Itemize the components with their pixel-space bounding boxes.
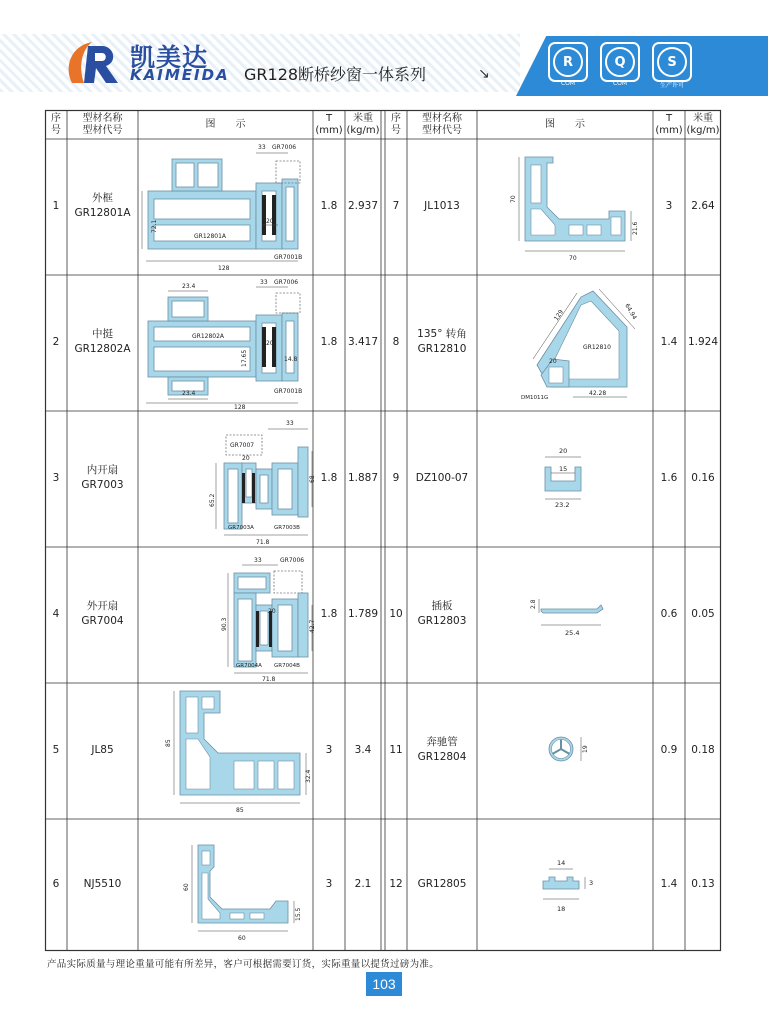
- dim-label: 17.65: [241, 349, 248, 367]
- dim-label: 32.4: [305, 769, 312, 783]
- dim-label: 20: [268, 608, 276, 615]
- row-name-code: 中挺 GR12802A: [74, 328, 131, 355]
- row-thickness: 0.9: [660, 744, 678, 756]
- row-no: 6: [52, 878, 60, 890]
- profile-drawing-gr12802a: [138, 275, 313, 411]
- part-label: GR7003A: [228, 525, 254, 531]
- part-label: GR12810: [583, 344, 611, 351]
- profile-drawing-jl1013: [477, 139, 653, 275]
- dim-label: 3: [589, 879, 594, 887]
- row-weight: 2.937: [347, 200, 379, 212]
- row-thickness: 1.4: [660, 336, 678, 348]
- part-label: GR12802A: [192, 333, 225, 340]
- row-no: 7: [392, 200, 400, 212]
- profile-drawing-gr12801a: [138, 139, 313, 275]
- row-code: JL1013: [424, 200, 460, 212]
- dim-label: 42.28: [589, 390, 607, 397]
- dim-label: 23.2: [555, 501, 570, 509]
- production-license-letter: S: [657, 47, 687, 77]
- row-thickness: 1.8: [320, 200, 338, 212]
- dim-label: 71.8: [256, 539, 270, 546]
- row-weight: 0.05: [691, 608, 715, 620]
- row-name-code: 插板 GR12803: [417, 600, 467, 627]
- production-license-sub: 生产许可: [659, 82, 684, 89]
- production-license-icon: [652, 42, 692, 82]
- header-name-right: 型材名称 型材代号: [422, 113, 462, 136]
- profile-drawing-gr12810: [477, 275, 653, 411]
- header-figure-right: 图 示: [545, 119, 585, 130]
- profile-drawing-dz100-07: [477, 411, 653, 547]
- dim-label: 33: [258, 144, 266, 151]
- ref-label: GR7001B: [274, 388, 303, 395]
- row-no: 9: [392, 472, 400, 484]
- footer-note: 产品实际质量与理论重量可能有所差异，客户可根据需要订货，实际重量以提货过磅为准。: [47, 959, 440, 970]
- row-weight: 3.4: [354, 744, 372, 756]
- part-label: GR7004B: [274, 663, 300, 669]
- kaimeida-logo-icon: [62, 38, 126, 88]
- brand-name-en: KAIMEIDA: [130, 66, 230, 84]
- dim-label: 21.6: [632, 221, 639, 235]
- ref-label: GR7006: [280, 557, 305, 564]
- dim-label: 129: [552, 308, 566, 323]
- part-label: GR7003B: [274, 525, 300, 531]
- dim-label: 20: [549, 358, 557, 365]
- dim-label: 70: [510, 195, 517, 203]
- dim-label: 20: [266, 218, 274, 225]
- ref-label: GR7001B: [274, 254, 303, 261]
- series-title: GR128断桥纱窗一体系列: [244, 65, 427, 84]
- arrow-icon: ↘: [478, 66, 490, 82]
- page-number: 103: [366, 972, 402, 996]
- dim-label: 90.3: [221, 617, 228, 631]
- dim-label: 15.5: [295, 907, 302, 921]
- dim-label: 18: [557, 905, 566, 913]
- row-code: GR12805: [417, 878, 467, 890]
- row-name-code: 外框 GR12801A: [74, 192, 131, 219]
- row-thickness: 1.4: [660, 878, 678, 890]
- dim-label: 23.4: [182, 390, 196, 397]
- dim-label: 20: [266, 340, 274, 347]
- row-name-code: 内开扇 GR7003: [81, 464, 124, 491]
- row-weight: 2.1: [354, 878, 372, 890]
- dim-label: 60: [238, 935, 246, 942]
- dim-label: 25.4: [565, 629, 580, 637]
- dim-label: 128: [218, 265, 230, 272]
- header-thickness: T (mm): [315, 113, 343, 136]
- row-name-code: 外开扇 GR7004: [81, 600, 124, 627]
- ref-label: GR7006: [274, 279, 299, 286]
- row-no: 11: [389, 744, 403, 756]
- dim-label: 128: [234, 404, 246, 411]
- row-weight: 1.789: [347, 608, 379, 620]
- row-thickness: 3: [325, 744, 333, 756]
- part-label: GR12801A: [194, 233, 227, 240]
- ref-label: DM1011G: [521, 395, 549, 401]
- row-weight: 1.887: [347, 472, 379, 484]
- row-weight: 0.16: [691, 472, 715, 484]
- brand-name-cn: 凯美达: [130, 43, 209, 72]
- row-weight: 2.64: [691, 200, 715, 212]
- dim-label: 14: [557, 859, 566, 867]
- header-figure: 图 示: [205, 119, 246, 130]
- qcom-cert-sub: COM: [612, 80, 628, 87]
- dim-label: 33: [254, 557, 262, 564]
- row-thickness: 0.6: [660, 608, 678, 620]
- dim-label: 33: [286, 420, 294, 427]
- row-weight: 1.924: [687, 336, 719, 348]
- dim-label: 65.2: [209, 493, 216, 507]
- dim-label: 2.8: [530, 599, 537, 609]
- row-code: NJ5510: [83, 878, 122, 890]
- row-no: 12: [389, 878, 403, 890]
- part-label: GR7004A: [236, 663, 262, 669]
- dim-label: 68: [309, 475, 316, 483]
- dim-label: 20: [242, 455, 250, 462]
- profile-drawing-gr7004: [138, 547, 316, 683]
- dim-label: 20: [559, 447, 568, 455]
- dim-label: 33: [260, 279, 268, 286]
- row-weight: 0.13: [691, 878, 715, 890]
- header-weight-right: 米重 (kg/m): [686, 113, 720, 136]
- ref-label: GR7007: [230, 442, 255, 449]
- header-no: 序 号: [51, 113, 61, 136]
- rcom-cert-icon: [548, 42, 588, 82]
- rcom-cert-letter: R: [553, 47, 583, 77]
- profile-drawing-gr12803: [477, 547, 653, 683]
- row-code: JL85: [91, 744, 114, 756]
- row-name-code: 135° 转角 GR12810: [417, 328, 467, 355]
- header-weight: 米重 (kg/m): [346, 113, 380, 136]
- row-code: DZ100-07: [415, 472, 469, 484]
- header-thickness-right: T (mm): [655, 113, 683, 136]
- row-thickness: 1.8: [320, 608, 338, 620]
- row-thickness: 3: [665, 200, 673, 212]
- profile-drawing-gr12804: [477, 683, 653, 819]
- profile-drawing-jl85: [138, 683, 313, 819]
- dim-label: 85: [236, 807, 244, 814]
- dim-label: 85: [165, 739, 172, 747]
- dim-label: 19: [582, 745, 589, 753]
- row-thickness: 1.8: [320, 472, 338, 484]
- dim-label: 15: [559, 465, 568, 473]
- row-no: 5: [52, 744, 60, 756]
- qcom-cert-letter: Q: [605, 47, 635, 77]
- profile-table: [45, 110, 721, 951]
- profile-drawing-nj5510: [138, 819, 313, 955]
- profile-drawing-gr7003: [138, 411, 316, 547]
- dim-label: 60: [183, 883, 190, 891]
- row-weight: 3.417: [347, 336, 379, 348]
- row-no: 2: [52, 336, 60, 348]
- dim-label: 14.8: [284, 356, 298, 363]
- row-name-code: 奔驰管 GR12804: [417, 736, 467, 763]
- rcom-cert-sub: COM: [560, 80, 576, 87]
- dim-label: 70: [569, 255, 577, 262]
- dim-label: 42.7: [309, 619, 316, 633]
- dim-label: 72.1: [151, 219, 158, 233]
- row-thickness: 3: [325, 878, 333, 890]
- page-header: [0, 0, 768, 108]
- row-weight: 0.18: [691, 744, 715, 756]
- row-no: 4: [52, 608, 60, 620]
- row-no: 8: [392, 336, 400, 348]
- dim-label: 64.94: [623, 302, 638, 321]
- row-thickness: 1.8: [320, 336, 338, 348]
- header-no-right: 序 号: [391, 113, 401, 136]
- profile-drawing-gr12805: [477, 819, 653, 955]
- row-no: 3: [52, 472, 60, 484]
- qcom-cert-icon: [600, 42, 640, 82]
- header-name: 型材名称 型材代号: [82, 113, 123, 136]
- ref-label: GR7006: [272, 144, 297, 151]
- dim-label: 23.4: [182, 283, 196, 290]
- row-thickness: 1.6: [660, 472, 678, 484]
- row-no: 1: [52, 200, 60, 212]
- dim-label: 71.8: [262, 676, 276, 683]
- row-no: 10: [389, 608, 403, 620]
